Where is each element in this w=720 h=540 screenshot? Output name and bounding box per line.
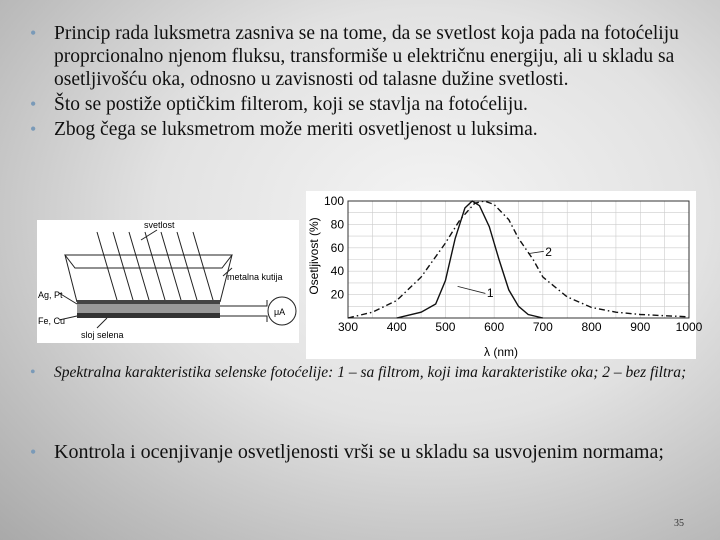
caption-text: • Spektralna karakteristika selenske fotoćelije: 1 – sa filtrom, koji ima karakteristike oka; 2 – bez filtra; — [30, 363, 700, 382]
metal-box-label: metalna kutija — [227, 272, 283, 282]
y-tick-label: 100 — [323, 194, 344, 208]
fe-layer — [77, 313, 220, 318]
x-tick-label: 600 — [484, 320, 505, 334]
series-2-label: 2 — [545, 244, 552, 259]
ag-layer — [77, 300, 220, 304]
bottom-text: • Kontrola i ocenjivanje osvetljenosti vrši se u skladu sa usvojenim normama; — [30, 440, 700, 465]
spectral-chart — [306, 191, 703, 359]
x-tick-label: 500 — [435, 320, 456, 334]
page-number: 35 — [674, 518, 684, 529]
chart-xlabel: λ (nm) — [484, 345, 518, 359]
x-tick-label: 700 — [532, 320, 553, 334]
wire-bottom — [220, 316, 267, 322]
fe-label: Fe, Cu — [38, 316, 66, 326]
chart-grid — [348, 201, 689, 318]
figure-caption — [30, 363, 700, 382]
wire-top — [220, 300, 267, 306]
microammeter-label: μA — [274, 307, 286, 317]
x-tick-label: 400 — [386, 320, 407, 334]
y-tick-label: 60 — [330, 240, 344, 255]
x-tick-label: 300 — [337, 320, 359, 334]
bullet-item: • Princip rada luksmetra zasniva se na tome, da se svetlost koja pada na fotoćeliju proprcionalno njenom fluksu, transformiše u električnu energiju, ali u skladu sa osetljivošću oka, odnosno u zavisnosti od talasne dužine svetlosti. — [30, 22, 700, 91]
series-1-label: 1 — [486, 285, 494, 300]
series-2-leader — [528, 251, 544, 253]
series-1-leader — [458, 286, 486, 293]
bullet-item: • Zbog čega se luksmetrom može meriti osvetljenost u luksima. — [30, 118, 700, 141]
bottom-bullet — [30, 440, 700, 465]
light-label: svetlost — [144, 220, 175, 230]
x-tick-label: 800 — [581, 320, 602, 334]
y-tick-label: 20 — [330, 287, 344, 302]
selenium-label: sloj selena — [81, 330, 124, 340]
ag-label: Ag, Pt — [38, 290, 63, 300]
chart-ylabel: Osetljivost (%) — [307, 217, 321, 295]
x-tick-label: 900 — [630, 320, 651, 334]
metal-box-top — [65, 255, 232, 268]
light-rays — [97, 232, 213, 300]
selenium-layer — [77, 304, 220, 313]
bullet-list — [30, 22, 700, 143]
chart-ticks — [324, 194, 703, 334]
bullet-item: • Što se postiže optičkim filterom, koji se stavlja na fotoćeliju. — [30, 93, 700, 116]
y-tick-label: 80 — [330, 217, 344, 232]
y-tick-label: 40 — [330, 264, 344, 279]
photocell-diagram — [37, 220, 299, 343]
x-tick-label: 1000 — [675, 320, 703, 334]
